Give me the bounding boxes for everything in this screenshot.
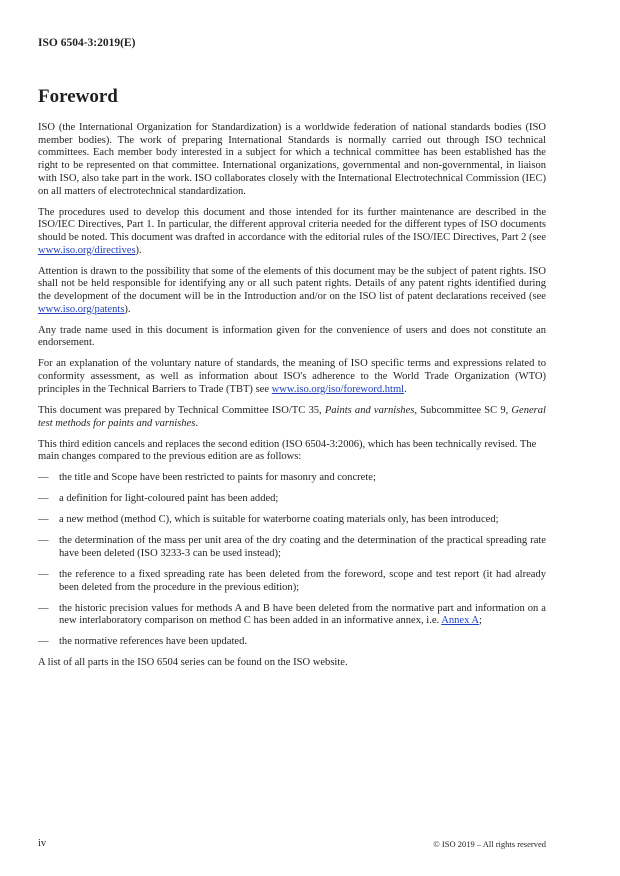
text: . [195,417,198,429]
foreword-link[interactable]: www.iso.org/iso/foreword.html [271,383,405,395]
paragraph [38,358,546,396]
text: the historic precision values for methods A and B have been deleted from the normative part and information on a new interlaboratory comparison on method C has been added in an informative annex, i.e. [59,602,546,627]
list-item [38,472,546,485]
text: For an explanation of the voluntary nature of standards, the meaning of ISO specific terms and expressions related to conformity assessment, as well as information about ISO's adherence to the World Trade Organization (WTO) principles in the Technical Barriers to Trade (TBT) see [38,358,546,395]
document-header: ISO 6504-3:2019(E) [38,37,136,49]
patents-link[interactable]: www.iso.org/patents [38,303,125,315]
text: This document was prepared by Technical Committee ISO/TC 35, [38,404,325,416]
paragraph: This third edition cancels and replaces the second edition (ISO 6504-3:2006), which has been technically revised. The main changes compared to the previous edition are as follows: [38,438,537,463]
dash: — [38,493,49,505]
dash: — [38,636,49,648]
text: ; [479,615,482,627]
foreword-body [38,122,546,678]
list-item [38,636,546,649]
text: ). [135,244,142,256]
list-item [38,569,546,594]
paragraph [38,266,546,317]
paragraph: Any trade name used in this document is information given for the convenience of users and does not constitute an endorsement. [38,324,546,349]
changes-list [38,472,546,649]
text: a new method (method C), which is suitable for waterborne coating materials only, has been introduced; [59,514,499,526]
text: a definition for light-coloured paint has been added; [59,493,279,505]
directives-link[interactable]: www.iso.org/directives [38,244,136,256]
dash: — [38,535,49,547]
committee-name: Paints and varnishes [324,404,415,416]
list-item [38,535,546,560]
text: the determination of the mass per unit area of the dry coating and the determination of the practical spreading rate have been deleted (ISO 3233-3 can be used instead); [59,535,546,559]
text: the normative references have been updated. [59,636,247,648]
paragraph: A list of all parts in the ISO 6504 series can be found on the ISO website. [38,657,348,669]
dash: — [38,602,49,614]
paragraph: ISO (the International Organization for Standardization) is a worldwide federation of national standards bodies (ISO member bodies). The work of preparing International Standards is normally carried out through ISO technical committees. Each member body interested in a subject for which a technical committee has been established has the right to be represented on that committee. International organizations, governmental and non-governmental, in liaison with ISO, also take part in the work. ISO collaborates closely with the International Electrotechnical Commission (IEC) on all matters of electrotechnical standardization. [38,122,546,197]
text: The procedures used to develop this document and those intended for its further maintenance are described in the ISO/IEC Directives, Part 1. In particular, the different approval criteria needed for the different types of ISO documents should be noted. This document was drafted in accordance with the editorial rules of the ISO/IEC Directives, Part 2 (see [38,206,546,243]
annex-a-link[interactable]: Annex A [441,615,480,627]
page-number: iv [38,838,47,849]
copyright: © ISO 2019 – All rights reserved [433,839,546,849]
text: the title and Scope have been restricted to paints for masonry and concrete; [59,472,376,484]
list-item [38,514,546,527]
text: the reference to a fixed spreading rate has been deleted from the foreword, scope and test report (it had already been deleted from the procedure in the previous edition); [59,568,546,593]
text: Attention is drawn to the possibility that some of the elements of this document may be the subject of patent rights. ISO shall not be held responsible for identifying any or all such patent rights. Details of any patent rights identified during the development of the document will be in the Introduction and/or on the ISO list of patent declarations received (see [38,265,546,303]
dash: — [38,568,49,580]
dash: — [38,472,49,484]
text: ). [124,303,131,315]
subcommittee-name: General test methods for paints and varnishes [38,404,546,429]
paragraph [38,207,546,258]
dash: — [38,514,49,526]
list-item [38,603,546,628]
page-title: Foreword [38,86,118,107]
text: , Subcommittee SC 9, [414,404,512,416]
list-item [38,493,546,506]
text: . [404,383,407,395]
paragraph [38,405,546,430]
